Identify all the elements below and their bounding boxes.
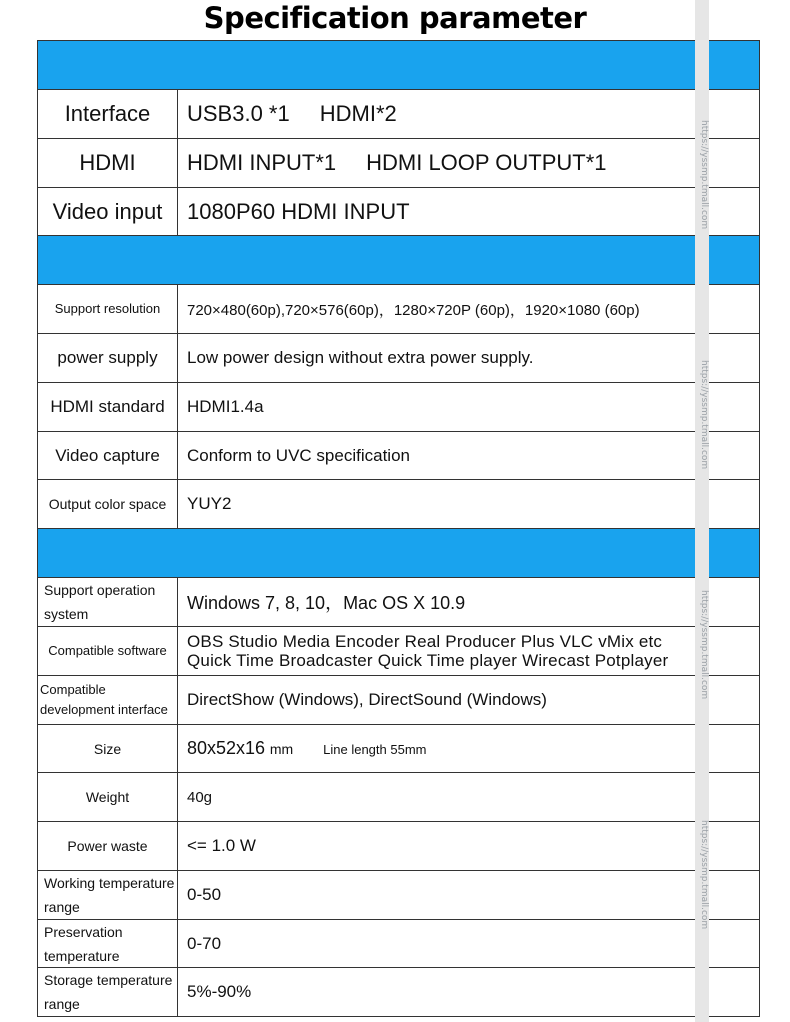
row-label: HDMI xyxy=(38,139,178,187)
row-label: Output color space xyxy=(38,480,178,528)
row-value: 1080P60 HDMI INPUT xyxy=(187,198,410,224)
row-value: Low power design without extra power supply. xyxy=(187,348,534,367)
row-value xyxy=(178,627,759,675)
row-label: Interface xyxy=(38,90,178,138)
row-value: Conform to UVC specification xyxy=(187,445,410,465)
table-row xyxy=(38,627,759,676)
watermark-text: https://yssmp.tmall.com xyxy=(699,820,709,930)
row-label: Weight xyxy=(38,773,178,821)
row-label: Support operation system xyxy=(38,578,178,626)
section-band xyxy=(38,529,759,578)
row-value: YUY2 xyxy=(187,494,232,513)
table-row xyxy=(38,920,759,968)
row-label: Size xyxy=(38,725,178,772)
software-line: Quick Time Broadcaster Quick Time player Wirecast Potplayer xyxy=(187,651,669,670)
hdmi-input: HDMI INPUT*1 xyxy=(187,150,337,175)
table-row xyxy=(38,285,759,334)
row-label: power supply xyxy=(38,334,178,382)
row-label: HDMI standard xyxy=(38,383,178,431)
row-value: 0-70 xyxy=(187,933,222,953)
interface-usb: USB3.0 *1 xyxy=(187,101,290,126)
row-label: Storage temperature range xyxy=(38,968,178,1016)
software-line: OBS Studio Media Encoder Real Producer Plus VLC vMix etc xyxy=(187,632,663,651)
row-value: 5%-90% xyxy=(187,982,252,1001)
row-label: Preservation temperature xyxy=(38,920,178,967)
row-label: Compatible development interface xyxy=(38,676,178,724)
row-value: 0-50 xyxy=(187,885,222,904)
hdmi-loop-output: HDMI LOOP OUTPUT*1 xyxy=(366,150,607,175)
table-row xyxy=(38,139,759,188)
row-label: Video input xyxy=(38,188,178,235)
table-row xyxy=(38,334,759,383)
table-row xyxy=(38,968,759,1017)
row-label: Video capture xyxy=(38,432,178,479)
row-value xyxy=(178,725,759,772)
table-row xyxy=(38,725,759,773)
row-label: Support resolution xyxy=(38,285,178,333)
row-value: 720×480(60p),720×576(60p)，1280×720P (60p)，1920×1080 (60p) xyxy=(187,301,640,319)
row-label: Working temperature range xyxy=(38,871,178,919)
table-row xyxy=(38,383,759,432)
section-band xyxy=(38,41,759,90)
table-row xyxy=(38,480,759,529)
table-row xyxy=(38,432,759,480)
interface-hdmi: HDMI*2 xyxy=(319,101,397,126)
section-band xyxy=(38,236,759,285)
table-row xyxy=(38,676,759,725)
row-value: Windows 7, 8, 10，Mac OS X 10.9 xyxy=(187,593,466,613)
watermark-text: https://yssmp.tmall.com xyxy=(699,360,709,470)
table-row xyxy=(38,90,759,139)
row-value xyxy=(178,139,759,187)
row-value: HDMI1.4a xyxy=(187,397,264,416)
page-title: Specification parameter xyxy=(203,1,587,35)
table-row xyxy=(38,822,759,871)
table-row xyxy=(38,188,759,236)
size-value: 80x52x16 xyxy=(187,738,266,758)
row-value: 40g xyxy=(187,788,213,806)
row-label: Compatible software xyxy=(38,627,178,675)
table-row xyxy=(38,773,759,822)
table-row xyxy=(38,871,759,920)
row-value: DirectShow (Windows), DirectSound (Windows) xyxy=(187,690,547,709)
spec-table xyxy=(37,40,760,1017)
line-length: Line length 55mm xyxy=(323,742,427,757)
row-label: Power waste xyxy=(38,822,178,870)
watermark-text: https://yssmp.tmall.com xyxy=(699,120,709,230)
table-row xyxy=(38,578,759,627)
row-value: <= 1.0 W xyxy=(187,836,256,855)
size-unit: mm xyxy=(269,741,294,757)
row-value xyxy=(178,90,759,138)
watermark-text: https://yssmp.tmall.com xyxy=(699,590,709,700)
